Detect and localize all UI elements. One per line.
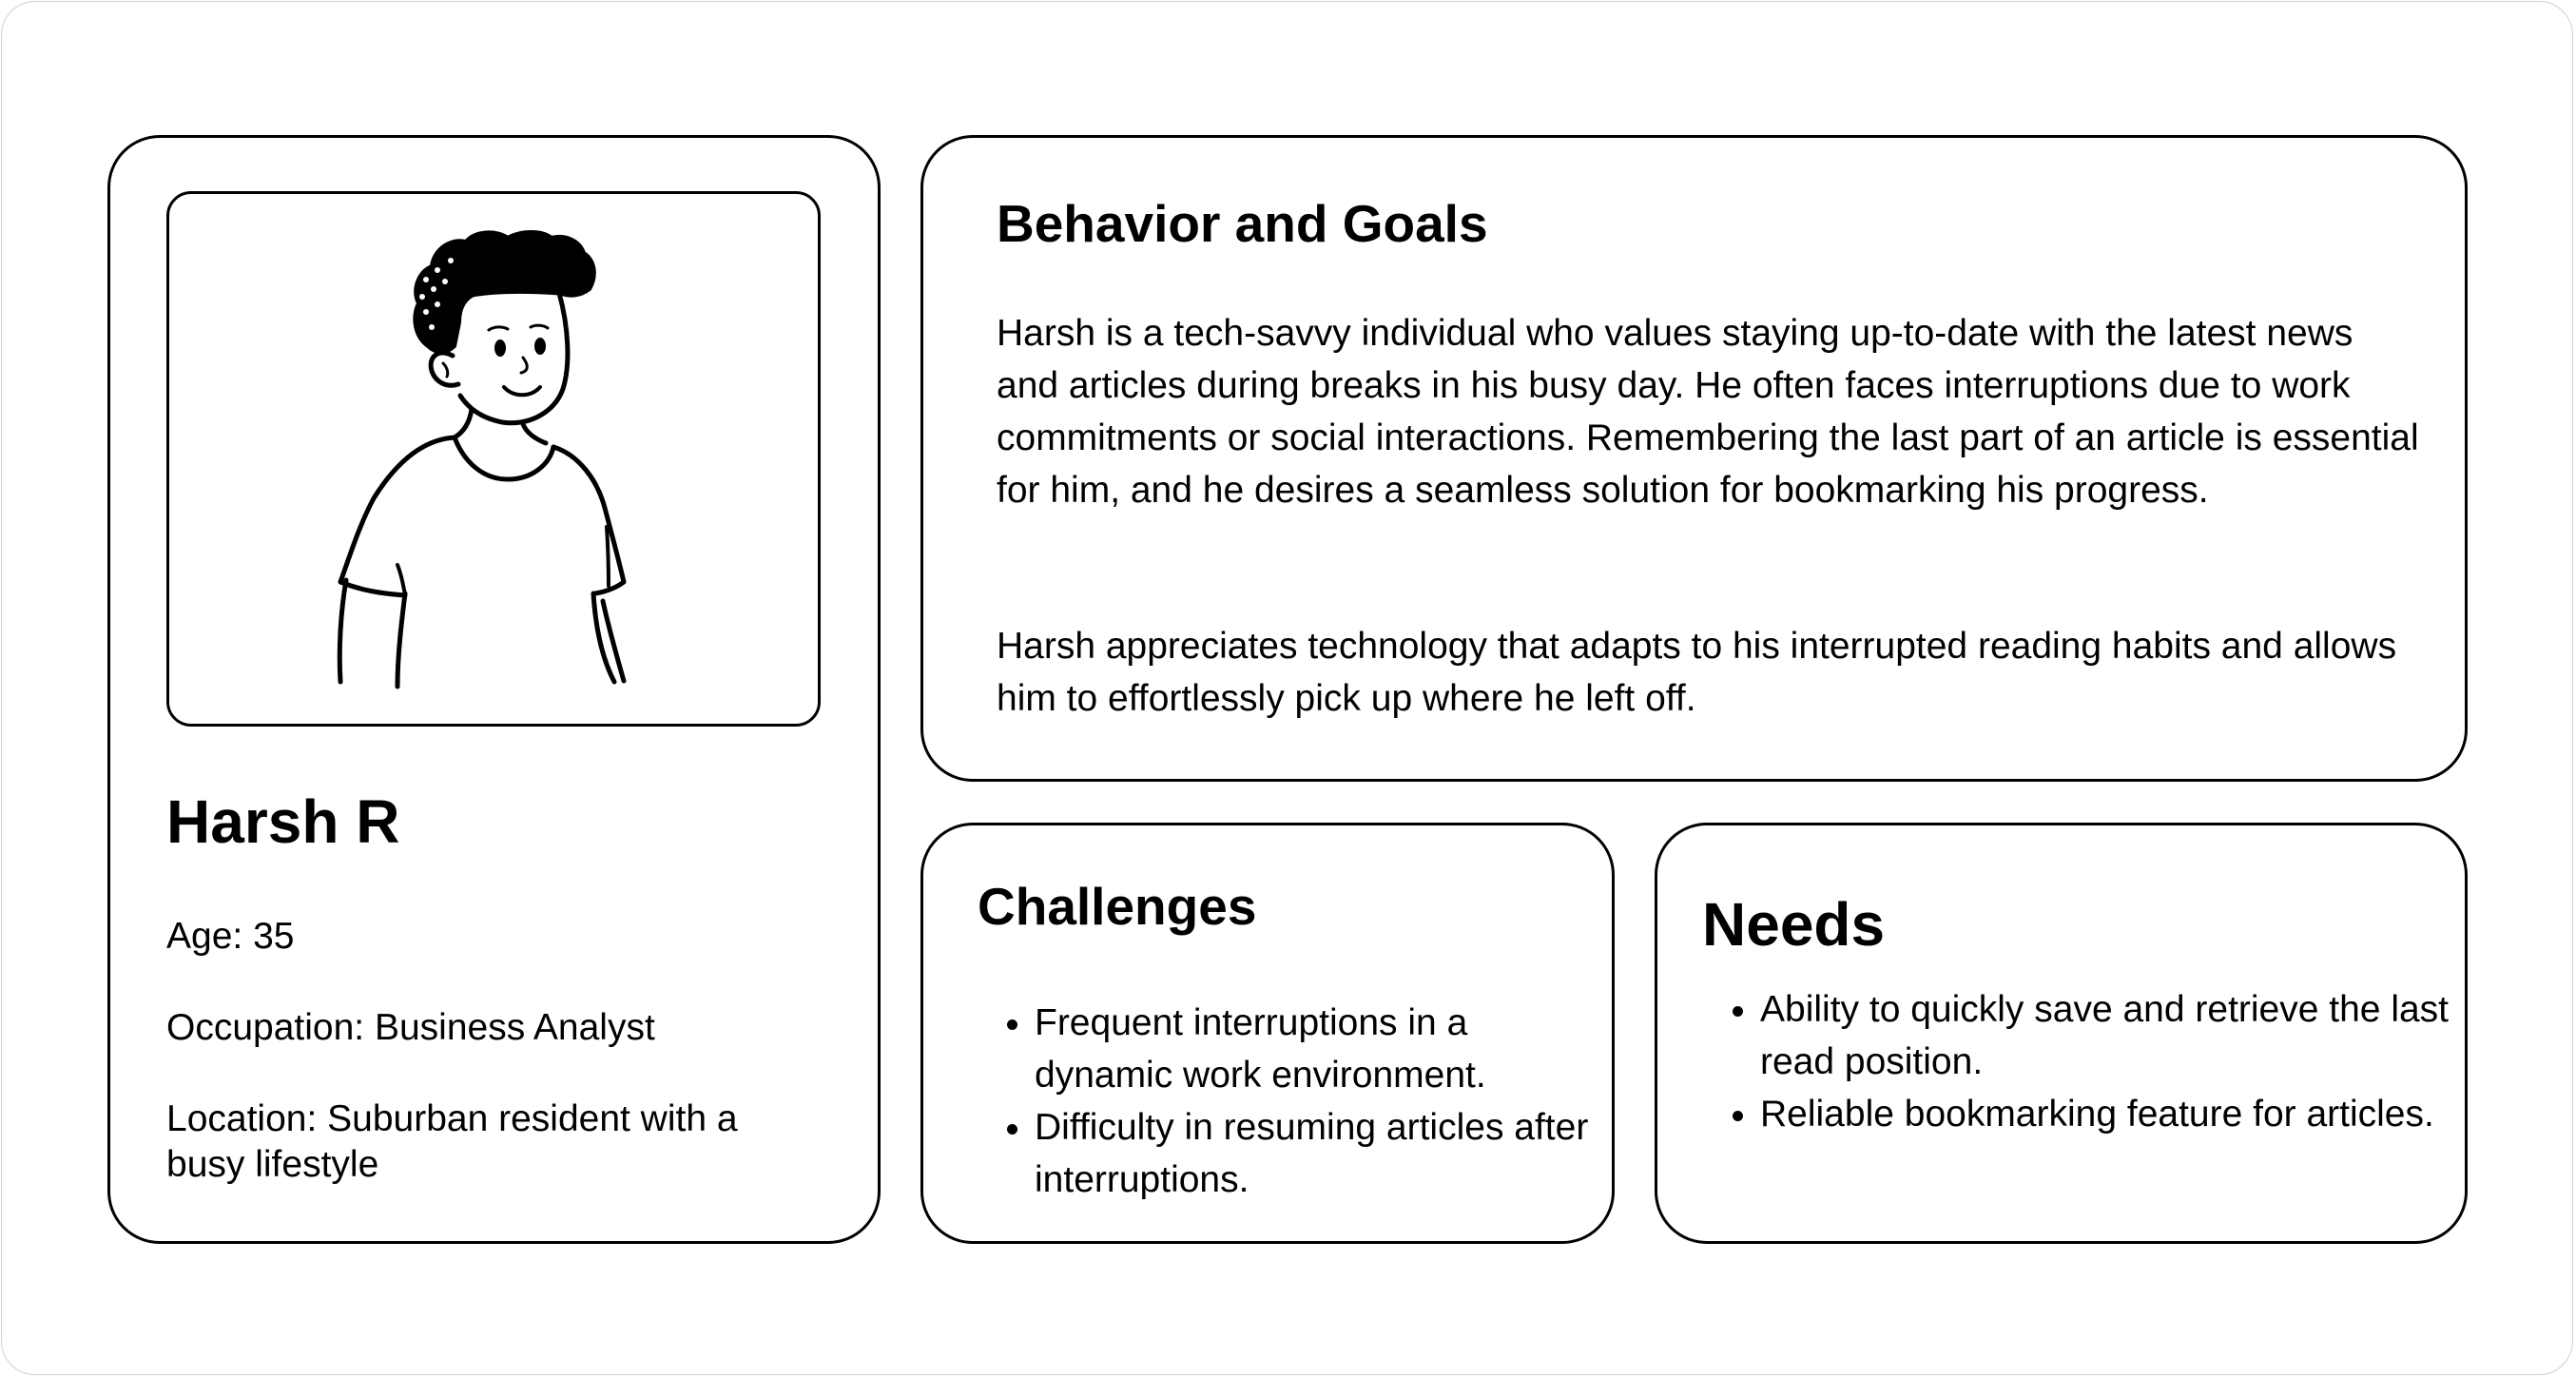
challenges-list: [978, 997, 1596, 1206]
persona-name: Harsh R: [166, 787, 400, 856]
avatar: [166, 191, 821, 727]
person-illustration-icon: [169, 194, 821, 727]
persona-occupation: Occupation: Business Analyst: [166, 1007, 655, 1048]
list-item: • Frequent interruptions in a dynamic work environment.: [1035, 997, 1596, 1101]
needs-list: [1703, 983, 2454, 1140]
behavior-paragraph: Harsh appreciates technology that adapts to his interrupted reading habits and allows him to effortlessly pick up where he left off.: [997, 626, 2397, 719]
needs-title: Needs: [1702, 890, 1886, 959]
persona-age: Age: 35: [166, 916, 295, 957]
behavior-paragraph: Harsh is a tech-savvy individual who values staying up-to-date with the latest news and articles during breaks in his busy day. He often faces interruptions due to work commitments or social interactions. Remembering the last part of an article is essential for him, and he desires a seamless solution for bookmarking his progress.: [997, 313, 2419, 511]
list-item: • Ability to quickly save and retrieve the last read position.: [1760, 983, 2454, 1088]
list-item: • Reliable bookmarking feature for articles.: [1760, 1088, 2454, 1140]
list-item: • Difficulty in resuming articles after interruptions.: [1035, 1101, 1596, 1206]
behavior-title: Behavior and Goals: [997, 194, 1488, 253]
persona-location: Location: Suburban resident with a busy lifestyle: [166, 1098, 738, 1185]
challenges-title: Challenges: [978, 877, 1257, 936]
